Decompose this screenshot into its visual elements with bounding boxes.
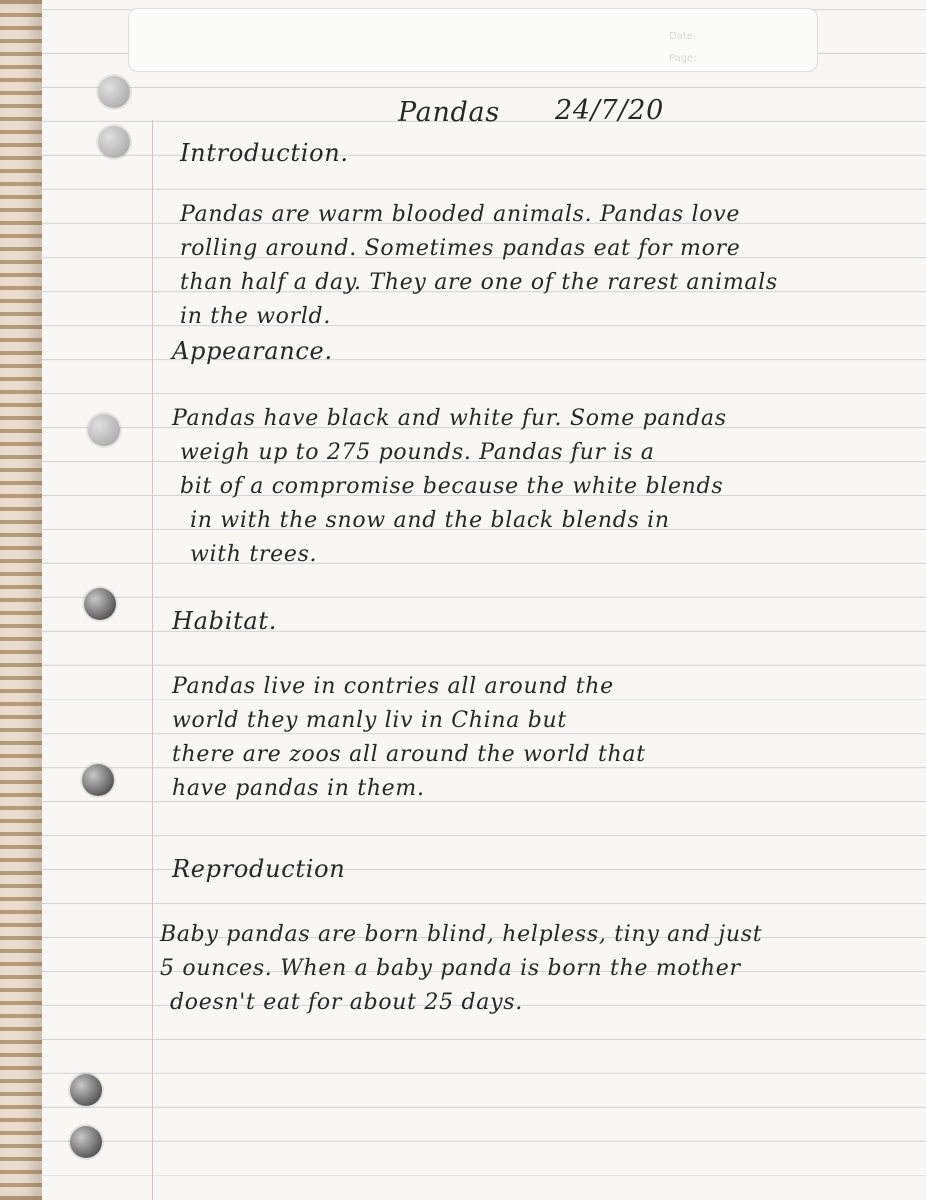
body-line: Pandas are warm blooded animals. Pandas love bbox=[180, 202, 741, 227]
margin-line bbox=[152, 120, 153, 1200]
date-page-box bbox=[128, 8, 818, 72]
binder-hole-icon bbox=[98, 76, 130, 108]
section-heading: Reproduction bbox=[172, 855, 346, 883]
body-line: doesn't eat for about 25 days. bbox=[170, 990, 523, 1015]
page-date: 24/7/20 bbox=[555, 95, 664, 126]
section-heading: Appearance. bbox=[172, 337, 333, 365]
binder-hole-icon bbox=[98, 126, 130, 158]
body-line: there are zoos all around the world that bbox=[172, 742, 646, 767]
body-line: in the world. bbox=[180, 304, 332, 329]
page-title: Pandas bbox=[398, 97, 500, 128]
date-label: Date: bbox=[669, 31, 697, 42]
body-line: 5 ounces. When a baby panda is born the mother bbox=[160, 956, 741, 981]
body-line: weigh up to 275 pounds. Pandas fur is a bbox=[180, 440, 655, 465]
binder-hole-icon bbox=[70, 1074, 102, 1106]
body-line: have pandas in them. bbox=[172, 776, 425, 801]
body-line: bit of a compromise because the white blends bbox=[180, 474, 724, 499]
section-heading: Introduction. bbox=[180, 139, 349, 167]
body-line: Pandas have black and white fur. Some pandas bbox=[172, 406, 727, 431]
page-label: Page: bbox=[669, 53, 697, 64]
body-line: with trees. bbox=[190, 542, 318, 567]
spiral-binding bbox=[0, 0, 42, 1200]
binder-hole-icon bbox=[88, 414, 120, 446]
binder-hole-icon bbox=[82, 764, 114, 796]
body-line: than half a day. They are one of the rarest animals bbox=[180, 270, 778, 295]
body-line: world they manly liv in China but bbox=[172, 708, 567, 733]
body-line: Pandas live in contries all around the bbox=[172, 674, 614, 699]
body-line: rolling around. Sometimes pandas eat for more bbox=[180, 236, 741, 261]
body-line: Baby pandas are born blind, helpless, tiny and just bbox=[160, 922, 763, 947]
section-heading: Habitat. bbox=[172, 607, 278, 635]
binder-hole-icon bbox=[70, 1126, 102, 1158]
body-line: in with the snow and the black blends in bbox=[190, 508, 670, 533]
binder-hole-icon bbox=[84, 588, 116, 620]
